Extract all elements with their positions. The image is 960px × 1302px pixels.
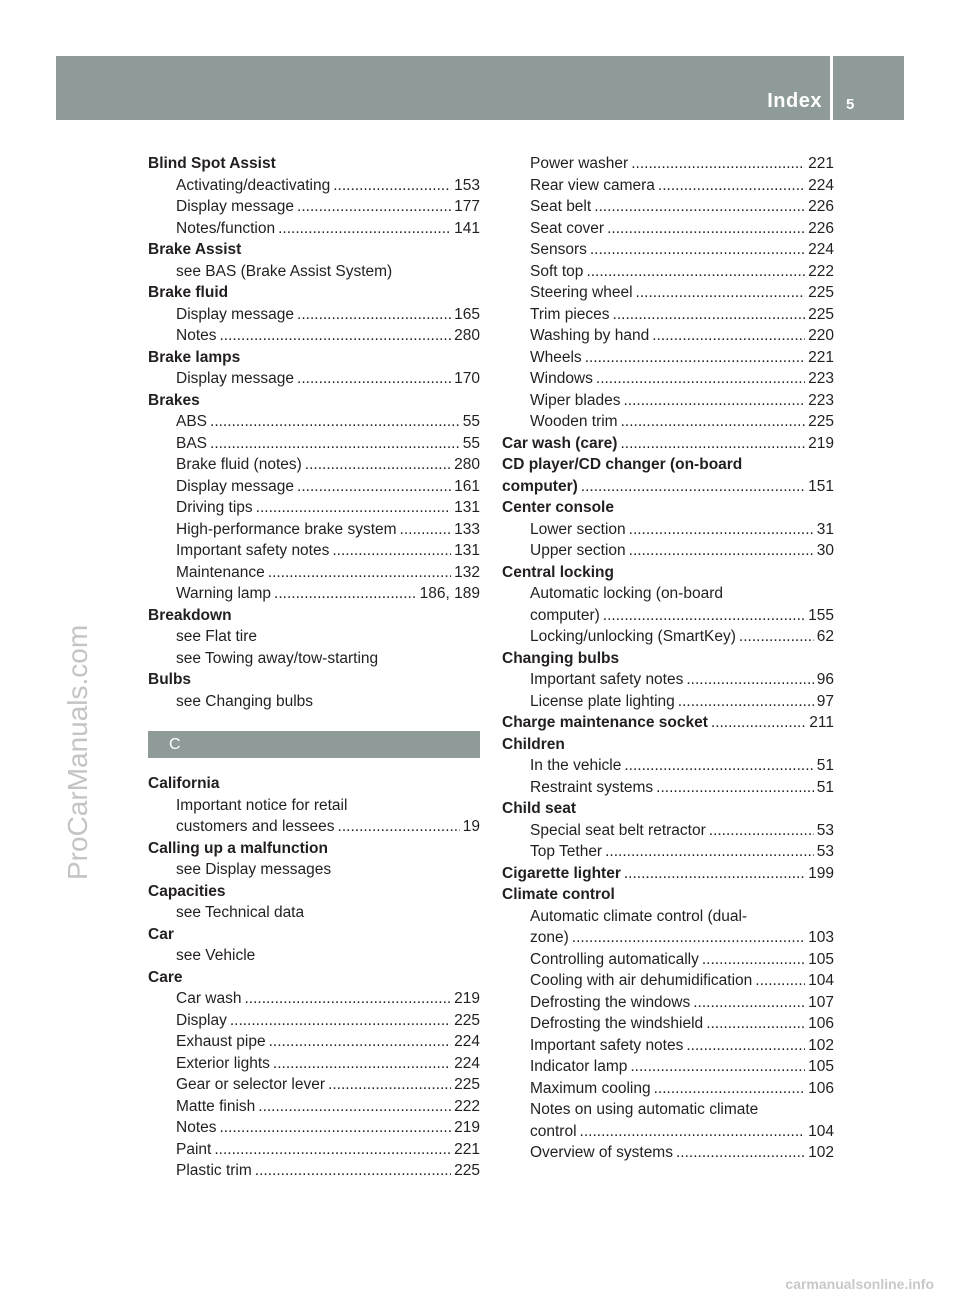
subentry — [148, 368, 480, 390]
page-ref: 225 — [454, 1076, 480, 1093]
page-ref: 97 — [816, 692, 834, 710]
page-ref: 224 — [808, 241, 834, 258]
page-ref: 226 — [808, 198, 834, 215]
entry-heading: Child seat — [502, 800, 577, 817]
subentry — [148, 1053, 480, 1075]
page-ref: 225 — [808, 284, 834, 301]
leader-dots — [297, 304, 451, 326]
page-ref: 186, 189 — [419, 585, 480, 602]
subentry — [502, 626, 834, 648]
page-ref: 224 — [454, 1033, 480, 1050]
leader-dots — [605, 841, 814, 863]
page-ref: 131 — [454, 499, 480, 516]
leader-dots — [580, 1121, 806, 1143]
page-ref: 132 — [454, 563, 480, 581]
subentry-label: Notes — [176, 1119, 217, 1136]
leader-dots — [686, 669, 813, 691]
subentry — [502, 1121, 834, 1143]
subentry — [148, 519, 480, 541]
entry-heading: Brake Assist — [148, 241, 242, 258]
subentry — [148, 988, 480, 1010]
leader-dots — [256, 497, 451, 519]
subentry — [502, 368, 834, 390]
page-ref: 104 — [808, 972, 834, 989]
page-ref: 219 — [808, 434, 834, 452]
subentry — [148, 562, 480, 584]
page-ref: 224 — [808, 176, 834, 194]
subentry — [148, 1010, 480, 1032]
page-ref: 225 — [808, 305, 834, 323]
leader-dots — [613, 304, 806, 326]
subentry — [148, 1096, 480, 1118]
leader-dots — [594, 196, 805, 218]
subentry-label: Top Tether — [530, 843, 603, 860]
subentry-label: Gear or selector lever — [176, 1076, 326, 1093]
leader-dots — [603, 605, 805, 627]
subentry-label: Activating/deactivating — [176, 176, 331, 194]
subentry-label: control — [530, 1122, 577, 1140]
subentry-label: Trim pieces — [530, 305, 610, 323]
subentry — [502, 218, 834, 240]
leader-dots — [586, 261, 805, 283]
leader-dots — [693, 992, 805, 1014]
entry-heading: Brakes — [148, 391, 200, 409]
subentry-label: Cooling with air dehumidification — [530, 972, 753, 989]
entry-heading: Cigarette lighter — [502, 864, 621, 882]
subentry-label: Important safety notes — [530, 671, 684, 688]
subentry-label: computer) — [530, 606, 600, 624]
page-ref: 223 — [808, 391, 834, 409]
subentry-label: Overview of systems — [530, 1144, 673, 1161]
subentry-label: Display message — [176, 198, 295, 215]
entry-heading: Car wash (care) — [502, 434, 618, 452]
page-ref: 133 — [454, 520, 480, 538]
page-ref: 161 — [454, 477, 480, 495]
subentry-list — [148, 988, 480, 1182]
leader-dots — [709, 820, 814, 842]
leader-dots — [621, 411, 806, 433]
subentry — [148, 476, 480, 498]
subentry — [502, 304, 834, 326]
entry-heading: Breakdown — [148, 606, 232, 624]
leader-dots — [273, 1053, 451, 1075]
leader-dots — [607, 218, 805, 240]
subentry-label: Wooden trim — [530, 413, 618, 430]
entry-heading: Car — [148, 925, 174, 943]
subentry — [502, 691, 834, 713]
subentry-text: Notes on using automatic climate — [530, 1101, 759, 1118]
leader-dots — [332, 540, 451, 562]
subentry-label: Seat belt — [530, 198, 592, 215]
leader-dots — [297, 196, 451, 218]
entry-heading: Capacities — [148, 882, 226, 900]
subentry — [148, 1117, 480, 1139]
subentry-label: customers and lessees — [176, 818, 335, 835]
page-ref: 225 — [808, 413, 834, 430]
leader-dots — [333, 175, 451, 197]
leader-dots — [629, 519, 814, 541]
subentry — [148, 411, 480, 433]
leader-dots — [297, 368, 451, 390]
page-ref: 51 — [816, 778, 834, 796]
page-ref: 170 — [454, 370, 480, 387]
subentry-label: Exterior lights — [176, 1054, 270, 1072]
watermark: ProCarManuals.com — [62, 624, 93, 880]
page-ref: 106 — [808, 1015, 834, 1032]
entry — [502, 433, 834, 455]
subentry — [148, 218, 480, 240]
leader-dots — [739, 626, 814, 648]
leader-dots — [268, 562, 451, 584]
page-ref: 220 — [808, 327, 834, 344]
subentry-label: Exhaust pipe — [176, 1033, 266, 1050]
leader-dots — [338, 816, 460, 838]
subentry — [148, 1031, 480, 1053]
subentry — [502, 777, 834, 799]
subentry-label: License plate lighting — [530, 692, 675, 710]
page-ref: 105 — [808, 950, 834, 968]
section-title: Index — [767, 90, 822, 112]
see-reference: see Flat tire — [176, 628, 257, 645]
subentry-label: Indicator lamp — [530, 1058, 628, 1075]
subentry — [502, 1013, 834, 1035]
subentry — [502, 196, 834, 218]
subentry-label: Upper section — [530, 542, 626, 559]
page-ref: 280 — [454, 327, 480, 344]
subentry-label: Locking/unlocking (SmartKey) — [530, 628, 736, 645]
subentry — [502, 390, 834, 412]
entry — [502, 476, 834, 498]
leader-dots — [230, 1010, 451, 1032]
leader-dots — [676, 1142, 805, 1164]
subentry — [502, 1035, 834, 1057]
leader-dots — [629, 540, 814, 562]
entry-heading: Brake lamps — [148, 348, 241, 366]
entry — [502, 712, 834, 734]
subentry-label: Seat cover — [530, 219, 605, 237]
subentry — [502, 949, 834, 971]
page-ref: 225 — [454, 1162, 480, 1179]
subentry-list — [502, 949, 834, 1100]
page-ref: 141 — [454, 219, 480, 237]
page-ref: 153 — [454, 176, 480, 194]
entry-heading: Children — [502, 735, 565, 753]
leader-dots — [214, 1139, 451, 1161]
subentry-label: Display — [176, 1011, 227, 1029]
subentry-label: ABS — [176, 413, 208, 430]
subentry-label: Maximum cooling — [530, 1079, 651, 1097]
leader-dots — [623, 390, 805, 412]
leader-dots — [630, 1056, 805, 1078]
page-ref: 96 — [816, 671, 834, 688]
subentry-label: Steering wheel — [530, 284, 633, 301]
letter-section-bar: C — [148, 731, 480, 758]
subentry — [502, 970, 834, 992]
subentry-list — [148, 304, 480, 347]
header-separator — [830, 56, 833, 120]
leader-dots — [658, 175, 805, 197]
leader-dots — [706, 1013, 805, 1035]
see-reference: see Display messages — [176, 861, 332, 878]
subentry-label: Controlling automatically — [530, 950, 699, 968]
subentry — [502, 540, 834, 562]
subentry — [148, 540, 480, 562]
leader-dots — [572, 927, 805, 949]
subentry-label: Lower section — [530, 520, 626, 538]
entry-heading: CD player/CD changer (on-board — [502, 456, 743, 473]
subentry-label: Wiper blades — [530, 391, 621, 409]
leader-dots — [636, 282, 806, 304]
page-ref: 53 — [816, 821, 834, 839]
subentry-label: Important safety notes — [530, 1036, 684, 1054]
page-ref: 226 — [808, 219, 834, 237]
subentry-label: Wheels — [530, 348, 582, 366]
page-ref: 222 — [808, 262, 834, 280]
subentry-label: BAS — [176, 434, 208, 452]
subentry — [502, 669, 834, 691]
entry-heading: Changing bulbs — [502, 649, 620, 667]
subentry — [502, 261, 834, 283]
footer-watermark: carmanualsonline.info — [785, 1276, 934, 1292]
leader-dots — [624, 863, 805, 885]
subentry-label: Plastic trim — [176, 1162, 252, 1179]
subentry — [148, 1074, 480, 1096]
subentry-label: Defrosting the windshield — [530, 1015, 704, 1032]
subentry-label: Car wash — [176, 990, 242, 1007]
see-reference: see Vehicle — [176, 947, 256, 964]
leader-dots — [220, 325, 452, 347]
subentry-text: Important notice for retail — [176, 796, 348, 814]
page-ref: 106 — [808, 1079, 834, 1097]
entry — [502, 863, 834, 885]
page-ref: 131 — [454, 542, 480, 559]
page-ref: 55 — [462, 434, 480, 452]
subentry-label: Power washer — [530, 155, 629, 172]
leader-dots — [624, 755, 813, 777]
leader-dots — [258, 1096, 451, 1118]
page-ref: 55 — [462, 413, 480, 430]
leader-dots — [652, 325, 805, 347]
subentry-list — [502, 626, 834, 648]
page-ref: 102 — [808, 1144, 834, 1161]
subentry — [148, 433, 480, 455]
leader-dots — [305, 454, 451, 476]
subentry — [148, 175, 480, 197]
entry-heading: Center console — [502, 499, 614, 516]
entry-heading: Calling up a malfunction — [148, 839, 328, 857]
see-reference: see Changing bulbs — [176, 692, 314, 710]
page-ref: 199 — [808, 864, 834, 882]
page-ref: 51 — [816, 757, 834, 774]
page-ref: 219 — [454, 1119, 480, 1136]
subentry — [502, 820, 834, 842]
leader-dots — [210, 433, 460, 455]
entry-heading: Blind Spot Assist — [148, 155, 276, 172]
page-ref: 224 — [454, 1054, 480, 1072]
subentry — [502, 239, 834, 261]
subentry-list — [148, 175, 480, 240]
subentry — [502, 175, 834, 197]
page-ref: 280 — [454, 456, 480, 473]
page-ref: 30 — [816, 542, 834, 559]
see-reference: see Technical data — [176, 904, 305, 921]
page-header — [56, 56, 904, 120]
subentry — [502, 1078, 834, 1100]
subentry-label: Warning lamp — [176, 585, 272, 602]
subentry — [502, 153, 834, 175]
page-ref: 105 — [808, 1058, 834, 1075]
page-ref: 104 — [808, 1122, 834, 1140]
subentry-list — [148, 368, 480, 390]
entry-heading: Charge maintenance socket — [502, 714, 708, 731]
subentry-label: Paint — [176, 1140, 212, 1158]
subentry-text: Automatic climate control (dual- — [530, 907, 748, 925]
index-column-right — [502, 153, 834, 1164]
subentry-label: Important safety notes — [176, 542, 330, 559]
subentry-label: Notes/function — [176, 219, 276, 237]
subentry — [148, 1139, 480, 1161]
leader-dots — [686, 1035, 805, 1057]
page-ref: 165 — [454, 305, 480, 323]
leader-dots — [274, 583, 417, 605]
subentry-list — [502, 755, 834, 798]
entry-heading-cont: computer) — [502, 477, 578, 495]
leader-dots — [210, 411, 460, 433]
leader-dots — [654, 1078, 806, 1100]
see-reference: see BAS (Brake Assist System) — [176, 262, 393, 280]
subentry — [148, 454, 480, 476]
page-ref: 53 — [816, 843, 834, 860]
subentry-label: Rear view camera — [530, 176, 655, 194]
page-ref: 225 — [454, 1011, 480, 1029]
page-ref: 31 — [816, 520, 834, 538]
leader-dots — [297, 476, 451, 498]
subentry — [502, 992, 834, 1014]
subentry-label: Special seat belt retractor — [530, 821, 706, 839]
page-ref: 151 — [808, 477, 834, 495]
leader-dots — [702, 949, 805, 971]
subentry — [148, 583, 480, 605]
subentry-label: Display message — [176, 477, 295, 495]
leader-dots — [590, 239, 805, 261]
subentry — [502, 282, 834, 304]
page-ref: 221 — [808, 155, 834, 172]
page-ref: 223 — [808, 370, 834, 387]
leader-dots — [269, 1031, 452, 1053]
page-ref: 177 — [454, 198, 480, 215]
leader-dots — [244, 988, 451, 1010]
page-ref: 107 — [808, 993, 834, 1011]
leader-dots — [755, 970, 805, 992]
subentry-label: Maintenance — [176, 563, 265, 581]
subentry — [502, 605, 834, 627]
entry-heading: Central locking — [502, 563, 614, 581]
page-ref: 211 — [809, 714, 834, 731]
page-ref: 221 — [808, 348, 834, 366]
leader-dots — [328, 1074, 451, 1096]
entry-heading: Brake fluid — [148, 284, 229, 301]
page-ref: 219 — [454, 990, 480, 1007]
leader-dots — [711, 712, 806, 734]
subentry — [148, 304, 480, 326]
page-ref: 62 — [816, 628, 834, 645]
subentry-list — [502, 669, 834, 712]
subentry-label: Soft top — [530, 262, 584, 280]
subentry-label: Windows — [530, 370, 593, 387]
subentry-label: Sensors — [530, 241, 587, 258]
leader-dots — [278, 218, 451, 240]
leader-dots — [620, 433, 805, 455]
subentry — [148, 1160, 480, 1182]
index-column-left — [148, 153, 480, 1182]
subentry — [502, 325, 834, 347]
subentry-label: Brake fluid (notes) — [176, 456, 302, 473]
subentry — [502, 411, 834, 433]
subentry — [502, 927, 834, 949]
entry-heading: Climate control — [502, 886, 615, 903]
subentry-label: High-performance brake system — [176, 520, 397, 538]
page-ref: 155 — [808, 606, 834, 624]
entry-heading: California — [148, 775, 220, 792]
subentry — [502, 841, 834, 863]
leader-dots — [631, 153, 805, 175]
entry-heading: Care — [148, 968, 183, 986]
page-ref: 19 — [462, 818, 480, 835]
subentry — [148, 325, 480, 347]
subentry-label: Display message — [176, 370, 295, 387]
leader-dots — [585, 347, 805, 369]
subentry — [502, 1142, 834, 1164]
entry-heading: Bulbs — [148, 671, 192, 688]
leader-dots — [400, 519, 452, 541]
page-ref: 221 — [454, 1140, 480, 1158]
subentry-list — [502, 519, 834, 562]
page-ref: 102 — [808, 1036, 834, 1054]
subentry — [502, 347, 834, 369]
subentry-label: Notes — [176, 327, 217, 344]
subentry — [502, 755, 834, 777]
leader-dots — [678, 691, 814, 713]
subentry — [502, 1056, 834, 1078]
subentry-label: Matte finish — [176, 1097, 256, 1115]
subentry-label: Restraint systems — [530, 778, 654, 796]
subentry-label: Driving tips — [176, 499, 253, 516]
subentry — [148, 816, 480, 838]
see-reference: see Towing away/tow-starting — [176, 649, 379, 667]
subentry-label: Display message — [176, 305, 295, 323]
subentry-label: Defrosting the windows — [530, 993, 691, 1011]
subentry-label: In the vehicle — [530, 757, 622, 774]
subentry — [502, 519, 834, 541]
subentry — [148, 497, 480, 519]
subentry-label: Washing by hand — [530, 327, 650, 344]
page-ref: 103 — [808, 929, 834, 946]
leader-dots — [255, 1160, 451, 1182]
leader-dots — [581, 476, 805, 498]
leader-dots — [656, 777, 814, 799]
leader-dots — [596, 368, 805, 390]
subentry-text: Automatic locking (on-board — [530, 585, 723, 602]
subentry — [148, 196, 480, 218]
leader-dots — [220, 1117, 452, 1139]
subentry-list — [502, 820, 834, 863]
subentry-list — [148, 411, 480, 605]
page-number: 5 — [846, 96, 855, 113]
page-ref: 222 — [454, 1097, 480, 1115]
subentry-label: zone) — [530, 929, 569, 946]
subentry-list — [502, 153, 834, 433]
